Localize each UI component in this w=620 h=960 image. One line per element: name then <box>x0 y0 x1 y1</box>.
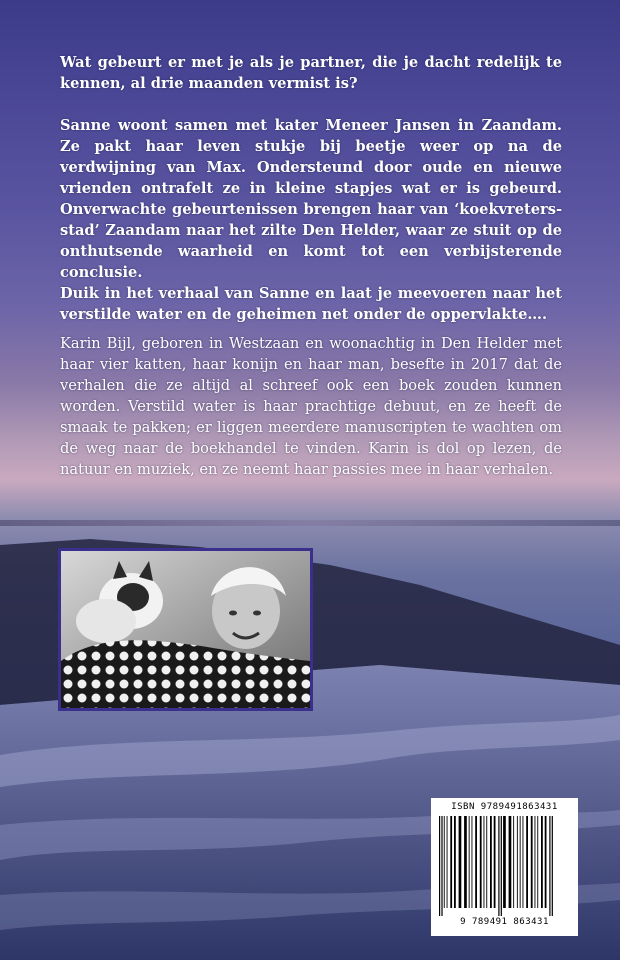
barcode-bar <box>439 816 440 916</box>
barcode-bar <box>523 816 524 908</box>
isbn-digits: 9 789491 863431 <box>460 917 549 927</box>
barcode-bar <box>441 816 442 916</box>
barcode-bar <box>472 816 473 908</box>
barcode-bar <box>444 816 445 908</box>
barcode-bar <box>535 816 536 908</box>
barcode-bar <box>513 816 514 908</box>
barcode-bar <box>459 816 462 908</box>
isbn-barcode <box>431 798 578 936</box>
barcode-bar <box>541 816 543 908</box>
barcode-bar <box>537 816 538 908</box>
barcode-bar <box>509 816 512 908</box>
barcode-bars <box>437 816 572 916</box>
barcode-bar <box>486 816 487 908</box>
barcode-bar <box>531 816 533 908</box>
barcode-bar <box>454 816 456 908</box>
barcode-bar <box>475 816 477 908</box>
barcode-bar <box>549 816 550 916</box>
barcode-bar <box>490 816 492 908</box>
barcode-bar <box>545 816 547 908</box>
blurb-synopsis: Sanne woont samen met kater Meneer Jansen in Zaandam. Ze pakt haar leven stukje bij beetje weer op na de verdwijning van Max. Ondersteund door oude en nieuwe vrienden ontrafelt ze in kleine stapjes wat er is gebeurd. Onverwachte gebeurtenissen brengen haar van ‘koekvreters-stad’ Zaandam naar het zilte Den Helder, waar ze stuit op de onthutsende waarheid en komt tot een verbijsterende conclusie. <box>60 117 562 281</box>
barcode-bar <box>447 816 448 908</box>
barcode-bar <box>498 816 499 916</box>
blurb-question: Wat gebeurt er met je als je partner, die je dacht redelijk te kennen, al drie maanden vermist is? <box>60 54 562 92</box>
blurb <box>60 52 562 346</box>
author-photo <box>58 548 313 711</box>
isbn-label: ISBN 9789491863431 <box>451 802 558 812</box>
barcode-bar <box>464 816 467 908</box>
barcode-bar <box>520 816 521 908</box>
barcode-bar <box>501 816 502 916</box>
blurb-invite: Duik in het verhaal van Sanne en laat je meevoeren naar het verstilde water en de geheimen net onder de oppervlakte…. <box>60 285 562 323</box>
barcode-bar <box>517 816 518 908</box>
barcode-bar <box>503 816 506 908</box>
barcode-bar <box>469 816 470 908</box>
author-bio <box>60 333 562 480</box>
barcode-bar <box>526 816 528 908</box>
author-photo-image <box>61 551 310 708</box>
barcode-bar <box>494 816 496 908</box>
barcode-bar <box>484 816 485 908</box>
author-bio-text: Karin Bijl, geboren in Westzaan en woonachtig in Den Helder met haar vier katten, haar konijn en haar man, besefte in 2017 dat de verhalen die ze altijd al schreef ook een boek zouden kunnen worden. Verstild water is haar prachtige debuut, en ze heeft de smaak te pakken; er liggen meerdere manuscripten te wachten om de weg naar de boekhandel te vinden. Karin is dol op lezen, de natuur en muziek, en ze neemt haar passies mee in haar verhalen. <box>60 335 562 478</box>
barcode-bar <box>450 816 452 908</box>
barcode-bar <box>552 816 553 916</box>
barcode-bar <box>480 816 482 908</box>
